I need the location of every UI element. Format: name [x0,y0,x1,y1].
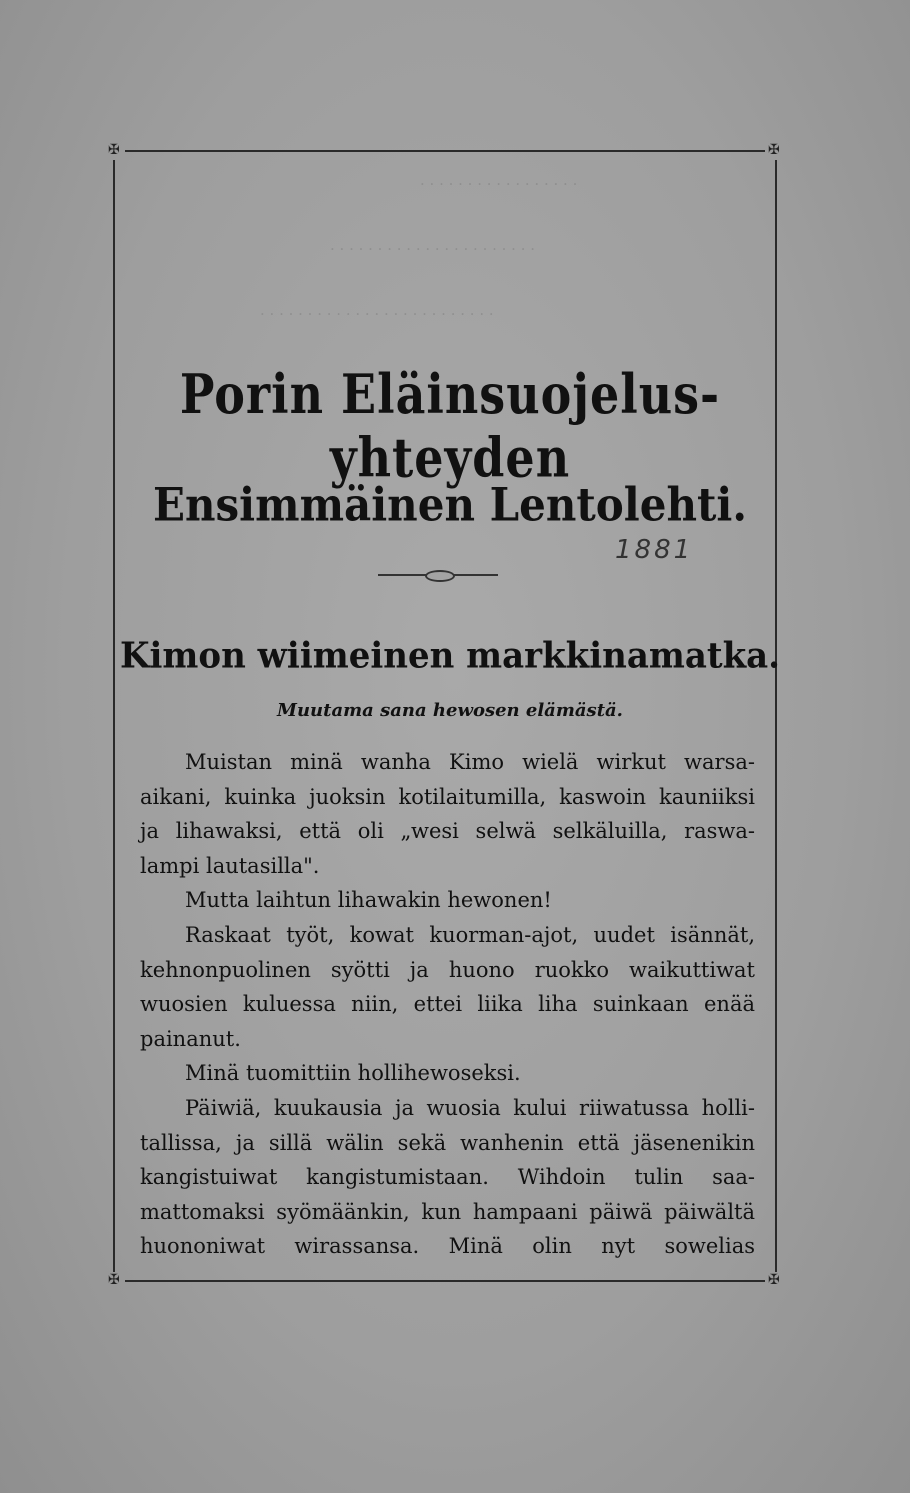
text-line: kangistuiwat kangistumistaan. Wihdoin tulin saa- [140,1165,755,1190]
text-line: mattomaksi syömäänkin, kun hampaani päiwä päiwältä [140,1199,755,1224]
corner-ornament-icon: ✠ [768,1272,780,1288]
text-line: huononiwat wirassansa. Minä olin nyt sowelias [140,1234,755,1259]
article-body [140,745,755,1264]
corner-ornament-icon: ✠ [768,142,780,158]
text-line: aikani, kuinka juoksin kotilaitumilla, kaswoin kauniiksi [140,784,755,809]
text-line: ja lihawaksi, että oli „wesi selwä selkäluilla, raswa- [140,819,755,844]
divider-ornament-icon [425,570,455,582]
corner-ornament-icon: ✠ [108,1272,120,1288]
text-line: kehnonpuolinen syötti ja huono ruokko waikuttiwat [140,957,755,982]
text-line: Muistan minä wanha Kimo wielä wirkut warsa- [185,750,755,774]
text-line: Mutta laihtun lihawakin hewonen! [185,888,552,913]
corner-ornament-icon: ✠ [108,142,120,158]
text-line: lampi lautasilla". [140,853,320,878]
frame-top-border [125,150,765,152]
article-heading: Kimon wiimeinen markkinamatka. [119,635,781,677]
page-title: Porin Eläinsuojelus-yhteyden [179,362,721,490]
text-line: tallissa, ja sillä wälin sekä wanhenin että jäsenenikin [140,1130,755,1155]
page-subtitle: Ensimmäinen Lentolehti. [152,477,747,532]
bleed-through-texture: · · · · · · · · · · · · · · · · · [420,175,578,193]
text-line: painanut. [140,1026,241,1051]
bleed-through-texture: · · · · · · · · · · · · · · · · · · · · · · · · · [260,305,494,323]
frame-bottom-border [125,1280,765,1282]
text-line: Päiwiä, kuukausia ja wuosia kului riiwatussa holli- [185,1095,755,1120]
article-byline: Muutama sana hewosen elämästä. [277,700,623,721]
handwritten-year-annotation: 1881 [615,535,694,565]
bleed-through-texture: · · · · · · · · · · · · · · · · · · · · · · [330,240,536,258]
text-line: Minä tuomittiin hollihewoseksi. [185,1061,521,1086]
text-line: Raskaat työt, kowat kuorman-ajot, uudet isännät, [185,922,755,947]
text-line: wuosien kuluessa niin, ettei liika liha suinkaan enää [140,992,755,1017]
